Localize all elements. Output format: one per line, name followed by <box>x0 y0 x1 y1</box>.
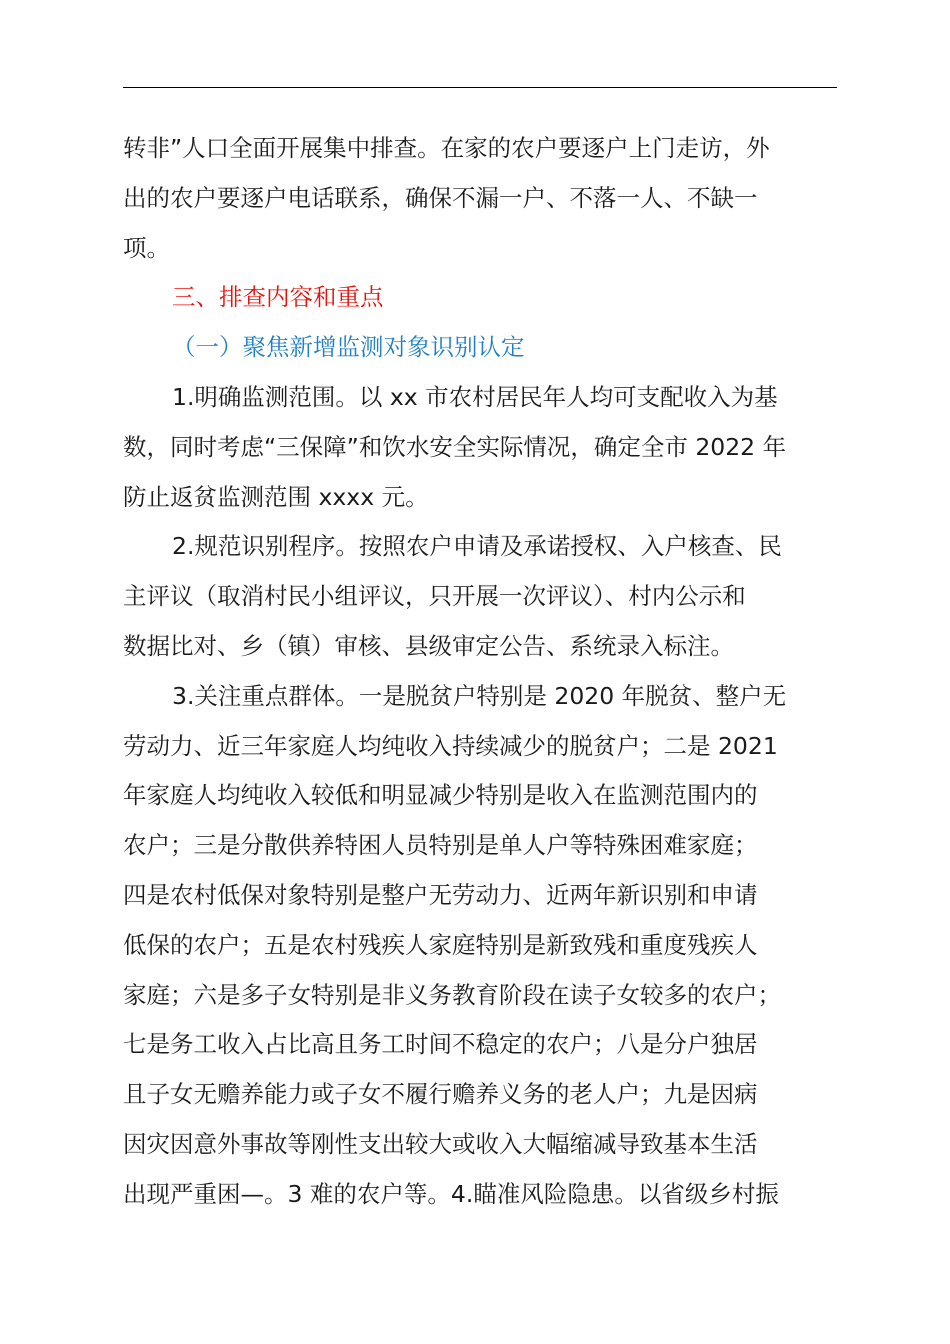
paragraph-line: 低保的农户；五是农村残疾人家庭特别是新致残和重度残疾人 <box>123 930 758 959</box>
paragraph-line: 2.规范识别程序。按照农户申请及承诺授权、入户核查、民 <box>172 532 782 561</box>
paragraph-line: 防止返贫监测范围 xxxx 元。 <box>123 482 429 511</box>
paragraph-line: 3.关注重点群体。一是脱贫户特别是 2020 年脱贫、整户无 <box>172 681 787 710</box>
paragraph-line: 因灾因意外事故等刚性支出较大或收入大幅缩减导致基本生活 <box>123 1129 758 1158</box>
paragraph-line: 出的农户要逐户电话联系，确保不漏一户、不落一人、不缺一 <box>123 183 758 212</box>
section-heading: 三、排查内容和重点 <box>172 283 384 312</box>
paragraph-line: 且子女无赡养能力或子女不履行赡养义务的老人户；九是因病 <box>123 1080 758 1109</box>
paragraph-line: 农户；三是分散供养特困人员特别是单人户等特殊困难家庭； <box>123 831 758 860</box>
paragraph-line: 四是农村低保对象特别是整户无劳动力、近两年新识别和申请 <box>123 880 758 909</box>
paragraph-line: 劳动力、近三年家庭人均纯收入持续减少的脱贫户；二是 2021 <box>123 731 778 760</box>
paragraph-line: 七是务工收入占比高且务工时间不稳定的农户；八是分户独居 <box>123 1030 758 1059</box>
paragraph-line: 家庭；六是多子女特别是非义务教育阶段在读子女较多的农户； <box>123 980 781 1009</box>
paragraph-line: 1.明确监测范围。以 xx 市农村居民年人均可支配收入为基 <box>172 382 778 411</box>
paragraph-line: 项。 <box>123 233 170 262</box>
paragraph-line: 年家庭人均纯收入较低和明显减少特别是收入在监测范围内的 <box>123 781 758 810</box>
header-rule <box>123 87 837 88</box>
subsection-heading: （一）聚焦新增监测对象识别认定 <box>172 333 525 362</box>
paragraph-line: 主评议（取消村民小组评议，只开展一次评议）、村内公示和 <box>123 582 746 611</box>
paragraph-line: 数据比对、乡（镇）审核、县级审定公告、系统录入标注。 <box>123 631 734 660</box>
paragraph-line: 转非”人口全面开展集中排查。在家的农户要逐户上门走访，外 <box>123 134 770 162</box>
paragraph-line: 数，同时考虑“三保障”和饮水安全实际情况，确定全市 2022 年 <box>123 432 787 461</box>
document-body <box>123 124 843 1220</box>
paragraph-line: 出现严重困—。3 难的农户等。4.瞄准风险隐患。以省级乡村振 <box>123 1179 779 1208</box>
